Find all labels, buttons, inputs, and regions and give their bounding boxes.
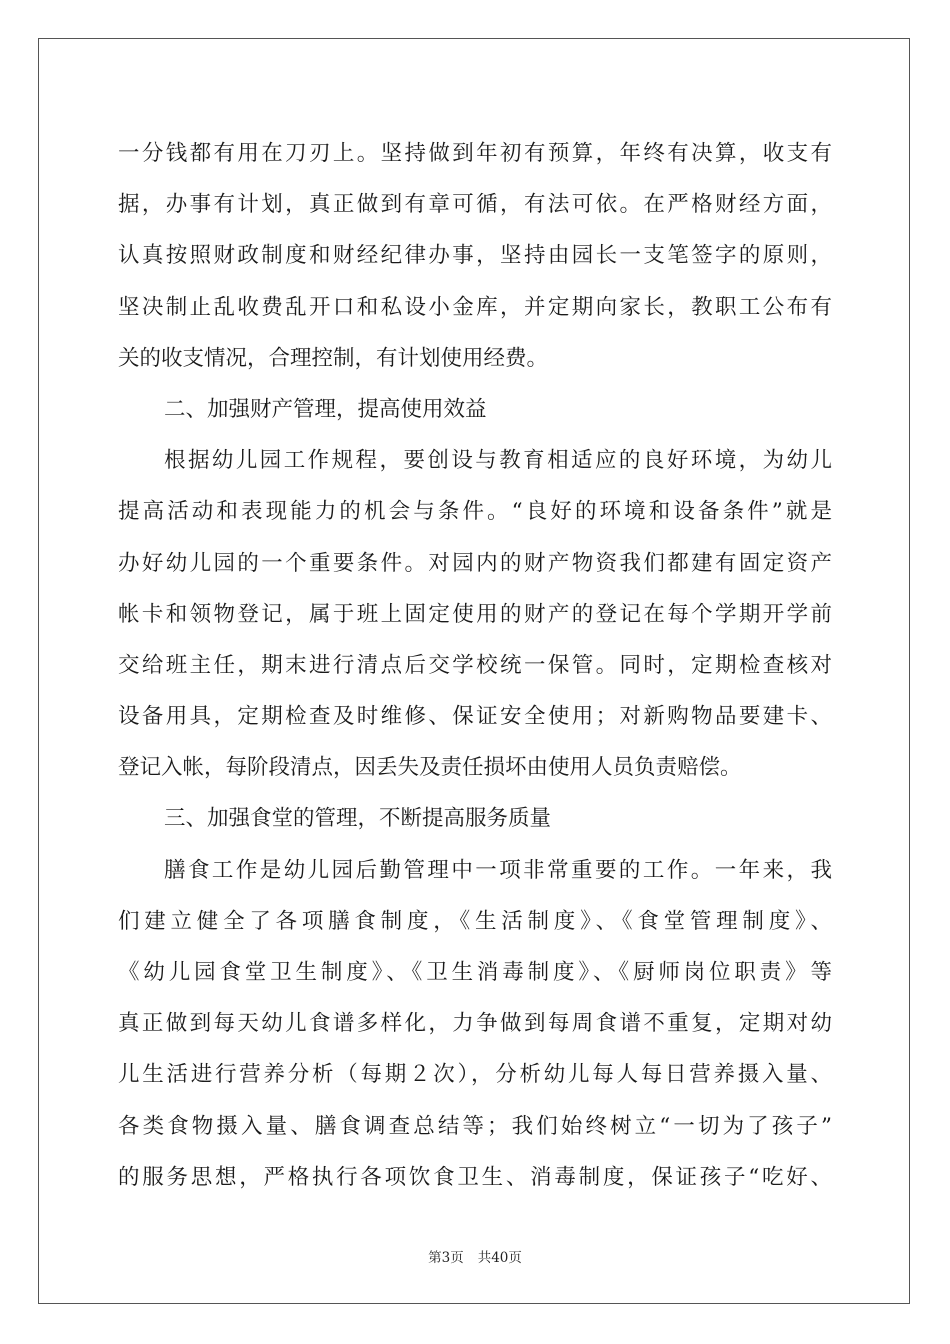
paragraph-3-line: 的服务思想，严格执行各项饮食卫生、消毒制度，保证孩子“吃好、 — [118, 1164, 832, 1190]
page-footer — [0, 1246, 950, 1266]
paragraph-1-line: 坚决制止乱收费乱开口和私设小金库，并定期向家长，教职工公布有 — [118, 294, 832, 320]
paragraph-2-line: 交给班主任，期末进行清点后交学校统一保管。同时，定期检查核对 — [118, 652, 832, 678]
paragraph-1-line: 认真按照财政制度和财经纪律办事，坚持由园长一支笔签字的原则， — [118, 243, 832, 269]
section-heading-2: 二、加强财产管理，提高使用效益 — [164, 396, 487, 422]
page-number: 第3页 — [428, 1250, 464, 1266]
paragraph-2-line: 设备用具，定期检查及时维修、保证安全使用；对新购物品要建卡、 — [118, 704, 832, 730]
paragraph-2-line: 登记入帐，每阶段清点，因丢失及责任损坏由使用人员负责赔偿。 — [118, 755, 742, 781]
paragraph-1-line: 一分钱都有用在刀刃上。坚持做到年初有预算，年终有决算，收支有 — [118, 141, 832, 166]
paragraph-2-line: 根据幼儿园工作规程，要创设与教育相适应的良好环境，为幼儿 — [164, 448, 832, 474]
paragraph-3-line: 《幼儿园食堂卫生制度》、《卫生消毒制度》、《厨师岗位职责》等 — [118, 960, 832, 985]
paragraph-1-line: 关的收支情况，合理控制，有计划使用经费。 — [118, 345, 549, 371]
paragraph-3-line: 真正做到每天幼儿食谱多样化，力争做到每周食谱不重复，定期对幼 — [118, 1011, 832, 1037]
document-body — [118, 128, 832, 1203]
paragraph-3-line: 儿生活进行营养分析（每期２次），分析幼儿每人每日营养摄入量、 — [118, 1062, 832, 1088]
paragraph-2-line: 办好幼儿园的一个重要条件。对园内的财产物资我们都建有固定资产 — [118, 550, 832, 576]
paragraph-1-line: 据，办事有计划，真正做到有章可循，有法可依。在严格财经方面， — [118, 192, 832, 218]
paragraph-2-line: 帐卡和领物登记，属于班上固定使用的财产的登记在每个学期开学前 — [118, 601, 832, 627]
section-heading-3: 三、加强食堂的管理，不断提高服务质量 — [164, 806, 552, 832]
paragraph-2-line: 提高活动和表现能力的机会与条件。“良好的环境和设备条件”就是 — [118, 499, 832, 525]
paragraph-3-line: 膳食工作是幼儿园后勤管理中一项非常重要的工作。一年来，我 — [164, 857, 832, 883]
paragraph-3-line: 们建立健全了各项膳食制度，《生活制度》、《食堂管理制度》、 — [118, 908, 832, 934]
page-total: 共40页 — [477, 1250, 522, 1266]
paragraph-3-line: 各类食物摄入量、膳食调查总结等；我们始终树立“一切为了孩子” — [118, 1113, 832, 1139]
